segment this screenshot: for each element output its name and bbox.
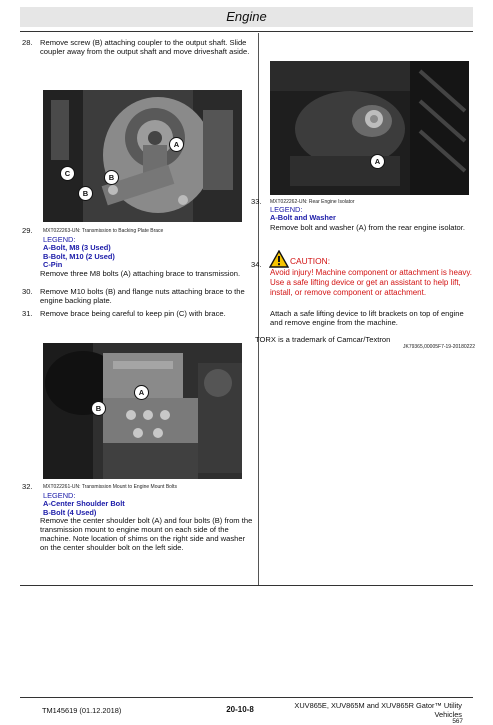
- legend-3: [270, 206, 336, 223]
- legend-2: [43, 492, 125, 517]
- step-number: 32.: [22, 482, 33, 491]
- callout-a: A: [134, 385, 149, 400]
- callout-a: A: [370, 154, 385, 169]
- transmission-brace-photo-graphic: [43, 90, 242, 222]
- step-number: 29.: [22, 226, 33, 235]
- legend-item: B-Bolt (4 Used): [43, 507, 97, 517]
- figure-isolator-photo: [270, 61, 469, 195]
- footer-doc-id: TM145619 (01.12.2018): [42, 706, 122, 715]
- callout-a: A: [169, 137, 184, 152]
- legend-1: [43, 236, 115, 270]
- figure-caption: MXT022261-UN: Transmission Mount to Engine Mount Bolts: [43, 484, 177, 490]
- step-33-text: Remove bolt and washer (A) from the rear engine isolator.: [270, 223, 466, 232]
- legend-item: A-Center Shoulder Bolt: [43, 499, 125, 509]
- step-34-number: 34.: [251, 260, 262, 269]
- legend-item: B-Bolt, M10 (2 Used): [43, 251, 115, 261]
- step-34-text: Attach a safe lifting device to lift brackets on top of engine and remove engine from the machine.: [270, 309, 464, 327]
- callout-b: B: [104, 170, 119, 185]
- warning-triangle-icon: [269, 250, 289, 268]
- step-number: 31.: [22, 309, 33, 318]
- column-divider: [258, 33, 259, 585]
- caution-text: Avoid injury! Machine component or attachment is heavy. Use a safe lifting device or get an assistant to help lift, install, or remove component or attachment.: [270, 268, 473, 297]
- legend-title: LEGEND:: [270, 205, 303, 214]
- figure-mount-photo: [43, 343, 242, 479]
- doc-code: JK79365,00005F7-19-20180222: [402, 344, 475, 350]
- legend-item: A-Bolt, M8 (3 Used): [43, 243, 111, 253]
- page-number: 567: [452, 718, 463, 725]
- callout-b: B: [91, 401, 106, 416]
- callout-b-2: B: [78, 186, 93, 201]
- page-title: Engine: [226, 9, 267, 24]
- footer-vehicle-line2: Vehicles: [434, 710, 462, 719]
- torx-note: TORX is a trademark of Camcar/Textron: [255, 335, 391, 344]
- step-number: 30.: [22, 287, 33, 296]
- step-text: Remove screw (B) attaching coupler to the output shaft. Slide coupler away from the output shaft and move driveshaft aside.: [40, 38, 250, 56]
- step-32-text: Remove the center shoulder bolt (A) and four bolts (B) from the transmission mount to engine mount on each side of the machine. Note location of shims on the right side and washer on the center shoulder bolt on the left side.: [40, 516, 253, 552]
- footer-vehicle-title: [290, 701, 462, 719]
- figure-brace-photo: [43, 90, 242, 222]
- header-rule: [20, 31, 473, 32]
- legend-item: C-Pin: [43, 260, 63, 270]
- step-number: 33.: [251, 197, 262, 206]
- footer-rule: [20, 697, 473, 698]
- legend-title: LEGEND:: [43, 235, 76, 244]
- step-text: Remove M10 bolts (B) and flange nuts attaching brace to the engine backing plate.: [40, 287, 245, 305]
- callout-c: C: [60, 166, 75, 181]
- step-29-text: Remove three M8 bolts (A) attaching brace to transmission.: [40, 269, 241, 278]
- step-text: Remove brace being careful to keep pin (C) with brace.: [40, 309, 226, 318]
- content-bottom-rule: [20, 585, 473, 586]
- caution-label: CAUTION:: [290, 256, 331, 266]
- footer-section-number: 20-10-8: [226, 705, 254, 714]
- step-number: 28.: [22, 38, 33, 47]
- figure-caption: MXT022263-UN: Transmission to Backing Plate Brace: [43, 228, 164, 234]
- legend-item: A-Bolt and Washer: [270, 213, 336, 223]
- footer-vehicle-line1: XUV865E, XUV865M and XUV865R Gator™ Utility: [294, 701, 462, 710]
- rear-engine-isolator-photo-graphic: [270, 61, 469, 195]
- transmission-mount-photo-graphic: [43, 343, 242, 479]
- figure-caption: MXT022262-UN: Rear Engine Isolator: [270, 199, 355, 205]
- legend-title: LEGEND:: [43, 491, 76, 500]
